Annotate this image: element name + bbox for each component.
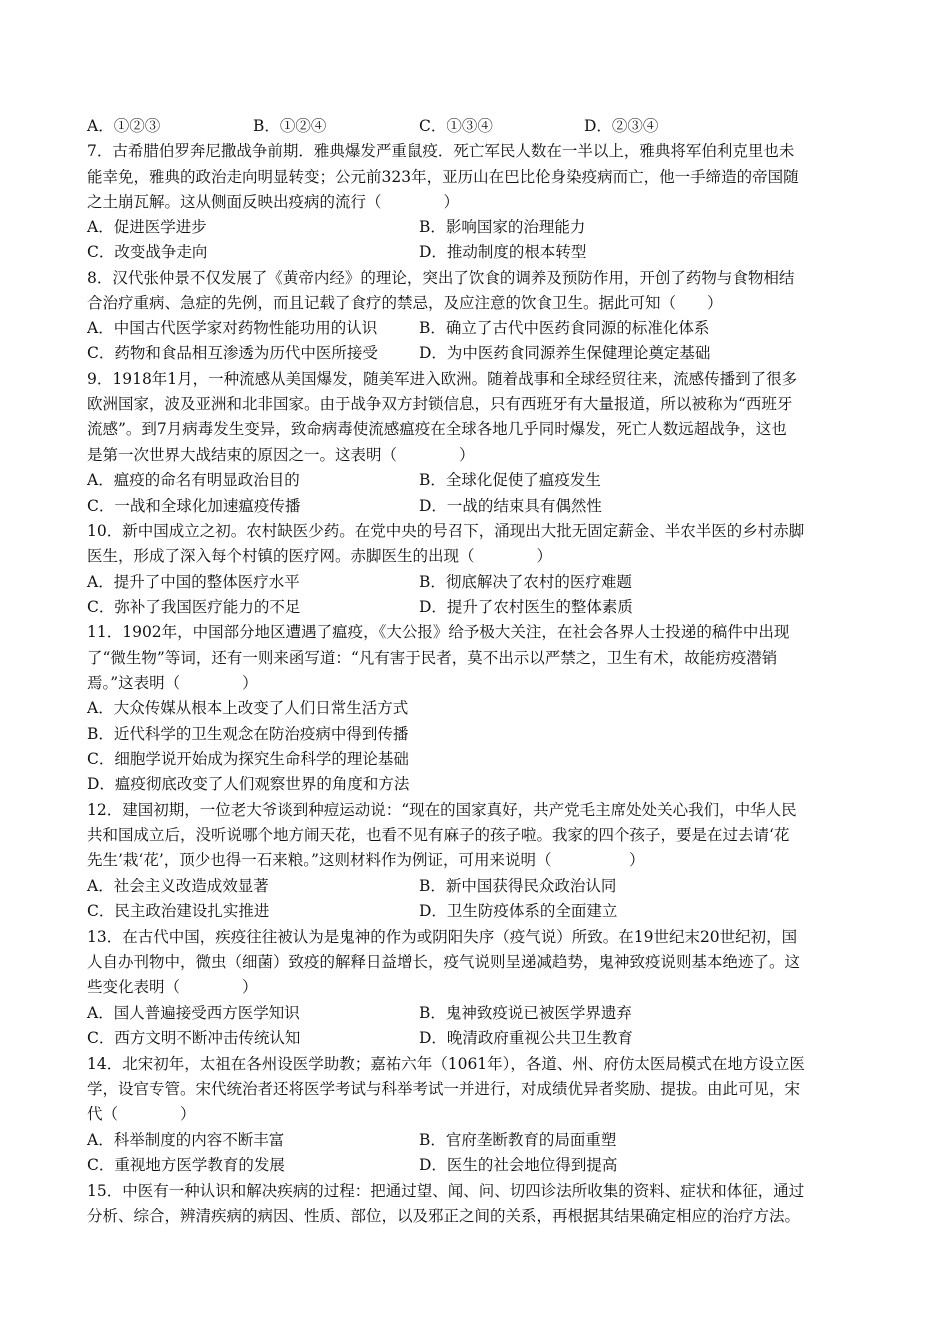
q8-option-a: A．中国古代医学家对药物性能功用的认识 bbox=[87, 319, 378, 337]
q13-option-d: D．晚清政府重视公共卫生教育 bbox=[419, 1029, 633, 1047]
q13-stem-line-3: 些变化表明（ ） bbox=[87, 978, 258, 996]
q14-stem-line-3: 代（ ） bbox=[87, 1105, 196, 1123]
q12-option-a: A．社会主义改造成效显著 bbox=[87, 877, 269, 895]
q6-option-b: B．①②④ bbox=[253, 117, 327, 135]
q9-stem-line-1: 9．1918年1月，一种流感从美国爆发，随美军进入欧洲。随着战事和全球经贸往来，流感传播到了很多 bbox=[87, 370, 798, 388]
q13-option-a: A．国人普遍接受西方医学知识 bbox=[87, 1004, 300, 1022]
q9-option-c: C．一战和全球化加速瘟疫传播 bbox=[87, 497, 301, 515]
q14-option-b: B．官府垄断教育的局面重塑 bbox=[419, 1131, 617, 1149]
q12-stem-line-2: 共和国成立后，没听说哪个地方闹天花，也看不见有麻子的孩子啦。我家的四个孩子，要是在过去请‘花 bbox=[87, 826, 790, 844]
q10-option-b: B．彻底解决了农村的医疗难题 bbox=[419, 573, 632, 591]
q13-option-b: B．鬼神致疫说已被医学界遗弃 bbox=[419, 1004, 632, 1022]
q14-option-d: D．医生的社会地位得到提高 bbox=[419, 1156, 618, 1174]
q7-option-c: C．改变战争走向 bbox=[87, 243, 208, 261]
q10-stem-line-2: 医生，形成了深入每个村镇的医疗网。赤脚医生的出现（ ） bbox=[87, 547, 553, 565]
q10-option-c: C．弥补了我国医疗能力的不足 bbox=[87, 598, 301, 616]
q14-option-a: A．科举制度的内容不断丰富 bbox=[87, 1131, 285, 1149]
q14-option-c: C．重视地方医学教育的发展 bbox=[87, 1156, 285, 1174]
q11-option-b: B．近代科学的卫生观念在防治疫病中得到传播 bbox=[87, 725, 409, 743]
q7-option-b: B．影响国家的治理能力 bbox=[419, 218, 586, 236]
q14-stem-line-1: 14．北宋初年，太祖在各州设医学助教；嘉祐六年（1061年），各道、州、府仿太医局模式在地方设立医 bbox=[87, 1055, 805, 1073]
q13-stem-line-2: 人自办刊物中，微虫（细菌）致疫的解释日益增长，疫气说则呈递减趋势，鬼神致疫说则基本绝迹了。这 bbox=[87, 953, 801, 971]
q11-stem-line-3: 焉。”这表明（ ） bbox=[87, 674, 258, 692]
q15-stem-line-2: 分析、综合，辨清疾病的病因、性质、部位，以及邪正之间的关系，再根据其结果确定相应的治疗方法。 bbox=[87, 1207, 801, 1225]
q15-stem-line-1: 15．中医有一种认识和解决疾病的过程：把通过望、闻、问、切四诊法所收集的资料、症状和体征，通过 bbox=[87, 1182, 805, 1200]
q7-stem-line-1: 7．古希腊伯罗奔尼撒战争前期．雅典爆发严重鼠疫．死亡军民人数在一半以上，雅典将军伯利克里也未 bbox=[87, 142, 795, 160]
q11-stem-line-2: 了“微生物”等词，还有一则来函写道：“凡有害于民者，莫不出示以严禁之，卫生有术，故能疠疫潜销 bbox=[87, 649, 778, 667]
q12-option-b: B．新中国获得民众政治认同 bbox=[419, 877, 617, 895]
q13-option-c: C．西方文明不断冲击传统认知 bbox=[87, 1029, 301, 1047]
q9-option-b: B．全球化促使了瘟疫发生 bbox=[419, 471, 601, 489]
q10-stem-line-1: 10．新中国成立之初。农村缺医少药。在党中央的号召下，涌现出大批无固定薪金、半农半医的乡村赤脚 bbox=[87, 522, 805, 540]
q9-option-a: A．瘟疫的命名有明显政治目的 bbox=[87, 471, 300, 489]
q11-option-a: A．大众传媒从根本上改变了人们日常生活方式 bbox=[87, 699, 409, 717]
q8-option-d: D．为中医药食同源养生保健理论奠定基础 bbox=[419, 344, 711, 362]
q13-stem-line-1: 13．在古代中国，疾疫往往被认为是鬼神的作为或阴阳失序（疫气说）所致。在19世纪末20世纪初，国 bbox=[87, 928, 798, 946]
q6-option-d: D．②③④ bbox=[584, 117, 659, 135]
q8-stem-line-2: 合治疗重病、急症的先例，而且记载了食疗的禁忌，及应注意的饮食卫生。据此可知（ ） bbox=[87, 294, 723, 312]
q12-stem-line-1: 12．建国初期，一位老大爷谈到种痘运动说：“现在的国家真好，共产党毛主席处处关心我们，中华人民 bbox=[87, 801, 797, 819]
q9-stem-line-3: 流感”。到7月病毒发生变异，致命病毒使流感瘟疫在全球各地几乎同时爆发，死亡人数远超战争，这也 bbox=[87, 420, 787, 438]
q6-option-c: C．①③④ bbox=[419, 117, 493, 135]
q11-option-d: D．瘟疫彻底改变了人们观察世界的角度和方法 bbox=[87, 775, 410, 793]
q11-option-c: C．细胞学说开始成为探究生命科学的理论基础 bbox=[87, 750, 409, 768]
q7-stem-line-3: 之土崩瓦解。这从侧面反映出疫病的流行（ ） bbox=[87, 193, 460, 211]
q12-stem-line-3: 先生’栽‘花’，顶少也得一石来粮。”这则材料作为例证，可用来说明（ ） bbox=[87, 851, 645, 869]
q12-option-d: D．卫生防疫体系的全面建立 bbox=[419, 902, 618, 920]
q7-stem-line-2: 能幸免，雅典的政治走向明显转变；公元前323年，亚历山在巴比伦身染疫病而亡，他一手缔造的帝国随 bbox=[87, 168, 799, 186]
q10-option-d: D．提升了农村医生的整体素质 bbox=[419, 598, 633, 616]
q8-option-b: B．确立了古代中医药食同源的标准化体系 bbox=[419, 319, 710, 337]
q7-option-d: D．推动制度的根本转型 bbox=[419, 243, 587, 261]
q9-stem-line-2: 欧洲国家，波及亚洲和北非国家。由于战争双方封锁信息，只有西班牙有大量报道，所以被称为“西班牙 bbox=[87, 395, 793, 413]
q8-stem-line-1: 8．汉代张仲景不仅发展了《黄帝内经》的理论，突出了饮食的调养及预防作用，开创了药物与食物相结 bbox=[87, 269, 795, 287]
q7-option-a: A．促进医学进步 bbox=[87, 218, 207, 236]
q9-stem-line-4: 是第一次世界大战结束的原因之一。这表明（ ） bbox=[87, 446, 475, 464]
q6-option-a: A．①②③ bbox=[87, 117, 161, 135]
q11-stem-line-1: 11．1902年，中国部分地区遭遇了瘟疫，《大公报》给予极大关注，在社会各界人士投递的稿件中出现 bbox=[87, 623, 790, 641]
q9-option-d: D．一战的结束具有偶然性 bbox=[419, 497, 602, 515]
q14-stem-line-2: 学，设官专管。宋代统治者还将医学考试与科举考试一并进行，对成绩优异者奖励、提拔。由此可见，宋 bbox=[87, 1080, 801, 1098]
q12-option-c: C．民主政治建设扎实推进 bbox=[87, 902, 270, 920]
q10-option-a: A．提升了中国的整体医疗水平 bbox=[87, 573, 300, 591]
q8-option-c: C．药物和食品相互渗透为历代中医所接受 bbox=[87, 344, 378, 362]
